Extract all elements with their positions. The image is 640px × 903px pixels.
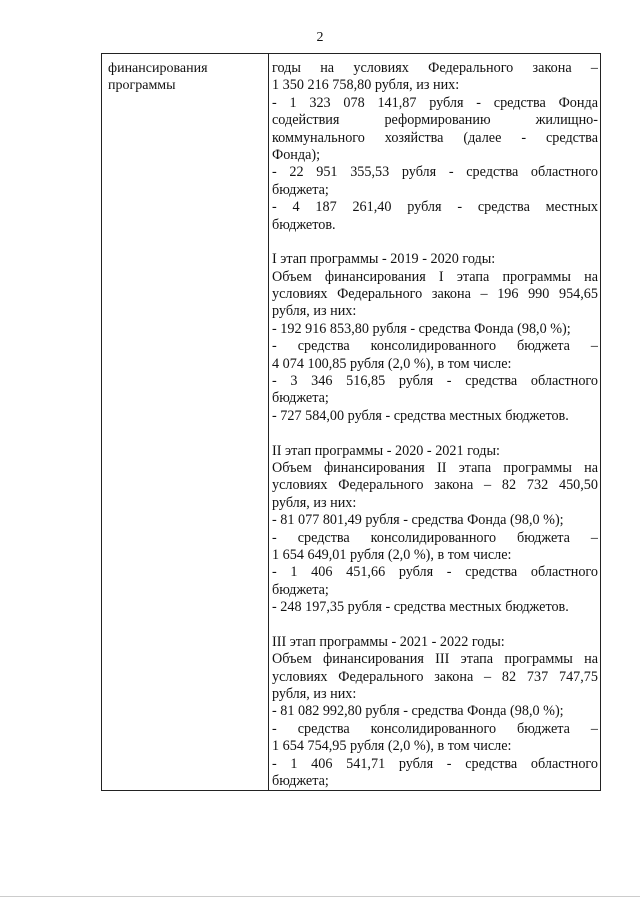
content-line: 4 074 100,85 рубля (2,0 %), в том числе: — [272, 355, 512, 372]
content-line: - 22 951 355,53 рубля - средства областного — [272, 164, 598, 181]
content-line: Объем финансирования II этапа программы на — [272, 459, 598, 476]
financing-table — [101, 53, 601, 791]
content-line: - 1 406 541,71 рубля - средства областного — [272, 755, 598, 772]
content-line: - 248 197,35 рубля - средства местных бюджетов. — [272, 599, 569, 616]
content-line: III этап программы - 2021 - 2022 годы: — [272, 633, 505, 650]
content-line: годы на условиях Федерального закона – — [272, 60, 598, 76]
content-line: рубля, из них: — [272, 686, 357, 703]
content-line: коммунального хозяйства (далее - средства — [272, 129, 598, 146]
paragraph-spacer — [272, 234, 598, 251]
label-line: финансирования — [108, 61, 208, 76]
content-line: - средства консолидированного бюджета – — [272, 720, 598, 737]
content-line: - 4 187 261,40 рубля - средства местных — [272, 199, 598, 216]
page-bottom-rule — [0, 896, 640, 897]
content-line: Объем финансирования III этапа программы на — [272, 651, 598, 668]
content-line: - 727 584,00 рубля - средства местных бюджетов. — [272, 407, 569, 424]
page-number: 2 — [316, 30, 324, 45]
content-line: - 192 916 853,80 рубля - средства Фонда (98,0 %); — [272, 320, 571, 337]
paragraph-spacer — [272, 425, 598, 442]
content-line: условиях Федерального закона – 82 732 450,50 — [272, 477, 598, 494]
content-line: рубля, из них: — [272, 303, 357, 320]
content-line: условиях Федерального закона – 196 990 954,65 — [272, 286, 598, 303]
content-line: бюджета; — [272, 390, 329, 407]
content-line: - 1 406 451,66 рубля - средства областного — [272, 564, 598, 581]
table-content-cell — [272, 60, 598, 790]
content-line: I этап программы - 2019 - 2020 годы: — [272, 251, 496, 268]
label-line: программы — [108, 78, 176, 94]
content-line: 1 654 649,01 рубля (2,0 %), в том числе: — [272, 546, 512, 563]
content-line: бюджета; — [272, 181, 329, 198]
table-label-cell — [108, 60, 263, 95]
content-line: 1 654 754,95 рубля (2,0 %), в том числе: — [272, 738, 512, 755]
content-line: бюджета; — [272, 581, 329, 598]
paragraph-spacer — [272, 617, 598, 634]
column-divider — [268, 54, 269, 790]
content-line: Объем финансирования I этапа программы на — [272, 268, 598, 285]
content-line: - 1 323 078 141,87 рубля - средства Фонда — [272, 94, 598, 111]
content-line: бюджета; — [272, 773, 329, 790]
content-line: - 81 082 992,80 рубля - средства Фонда (98,0 %); — [272, 703, 564, 720]
content-line: 1 350 216 758,80 рубля, из них: — [272, 77, 460, 94]
content-line: - 81 077 801,49 рубля - средства Фонда (98,0 %); — [272, 512, 564, 529]
content-line: бюджетов. — [272, 216, 336, 233]
content-line: условиях Федерального закона – 82 737 747,75 — [272, 668, 598, 685]
content-line: рубля, из них: — [272, 494, 357, 511]
content-line: - средства консолидированного бюджета – — [272, 529, 598, 546]
content-line: II этап программы - 2020 - 2021 годы: — [272, 442, 500, 459]
content-line: Фонда); — [272, 146, 321, 163]
content-line: содействия реформированию жилищно- — [272, 112, 598, 129]
content-line: - средства консолидированного бюджета – — [272, 338, 598, 355]
content-line: - 3 346 516,85 рубля - средства областного — [272, 373, 598, 390]
